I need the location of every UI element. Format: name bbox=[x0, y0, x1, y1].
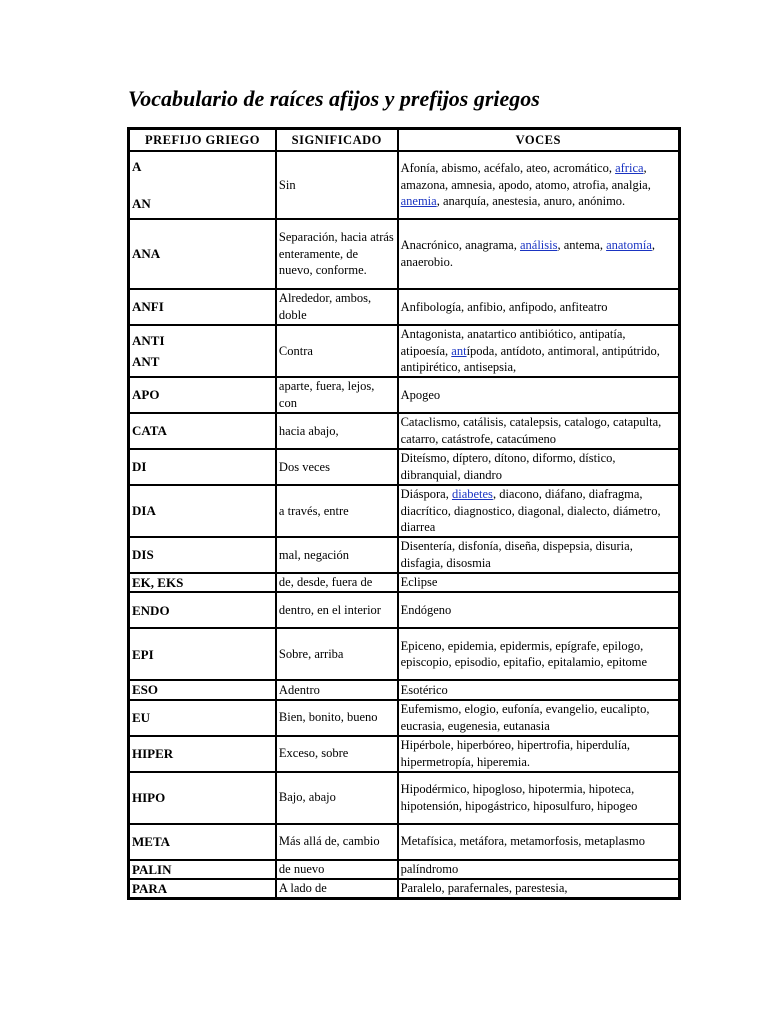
word-link[interactable]: africa bbox=[615, 161, 644, 176]
prefix-cell bbox=[129, 860, 276, 879]
prefix-label: ANFI bbox=[132, 299, 164, 315]
prefix-cell bbox=[129, 289, 276, 325]
prefix-label: ANT bbox=[132, 353, 160, 369]
voces-text: Diteísmo, díptero, dítono, diformo, dístico, dibranquial, diandro bbox=[400, 451, 616, 482]
meaning-cell: A lado de bbox=[276, 879, 398, 898]
voces-text: Anacrónico, anagrama, bbox=[400, 238, 520, 253]
meaning-cell: Exceso, sobre bbox=[276, 736, 398, 772]
table-row bbox=[129, 772, 679, 824]
voces-text: Hipérbole, hiperbóreo, hipertrofia, hiperdulía, hipermetropía, hiperemia. bbox=[400, 737, 631, 769]
voces-cell bbox=[398, 377, 679, 413]
prefix-cell bbox=[129, 377, 276, 413]
voces-text: Endógeno bbox=[400, 602, 452, 617]
voces-text: Hipodérmico, hipogloso, hipotermia, hipoteca, hipotensión, hipogástrico, hiposulfuro, hipogeo bbox=[400, 781, 638, 813]
voces-text: Antagonista, anatartico antibiótico, antipatía, atipoesía, bbox=[400, 327, 626, 358]
word-link[interactable]: análisis bbox=[519, 238, 558, 253]
meaning-cell: Bajo, abajo bbox=[276, 772, 398, 824]
voces-text: Esotérico bbox=[400, 682, 448, 697]
prefix-cell bbox=[129, 537, 276, 573]
voces-text: Diáspora, bbox=[400, 487, 452, 502]
voces-text: , diacono, diáfano, diafragma, diacrítico, diagnostico, diagonal, dialecto, diámetro, diarrea bbox=[400, 487, 661, 535]
word-link[interactable]: diabetes bbox=[451, 487, 493, 502]
prefix-cell bbox=[129, 772, 276, 824]
voces-cell bbox=[398, 219, 679, 289]
voces-cell bbox=[398, 628, 679, 680]
voces-text: Anfibología, anfibio, anfipodo, anfiteatro bbox=[400, 299, 608, 314]
table-row bbox=[129, 219, 679, 289]
voces-text: Afonía, abismo, acéfalo, ateo, acromático, bbox=[400, 161, 616, 176]
table-row bbox=[129, 879, 679, 898]
voces-cell bbox=[398, 151, 679, 219]
meaning-cell: hacia abajo, bbox=[276, 413, 398, 449]
meaning-cell: Sin bbox=[276, 151, 398, 219]
meaning-cell: Bien, bonito, bueno bbox=[276, 700, 398, 736]
table-row bbox=[129, 573, 679, 592]
prefix-cell bbox=[129, 879, 276, 898]
page-title: Vocabulario de raíces afijos y prefijos griegos bbox=[128, 86, 540, 111]
voces-cell bbox=[398, 680, 679, 699]
prefix-cell bbox=[129, 628, 276, 680]
prefix-table bbox=[127, 127, 681, 900]
prefix-label: ESO bbox=[132, 682, 159, 698]
prefix-cell bbox=[129, 325, 276, 377]
voces-text: Eclipse bbox=[400, 575, 438, 590]
voces-text: , amazona, amnesia, apodo, atomo, atrofia, analgia, bbox=[400, 161, 651, 192]
voces-cell bbox=[398, 879, 679, 898]
word-link[interactable]: anatomía bbox=[606, 238, 652, 253]
meaning-cell: Sobre, arriba bbox=[276, 628, 398, 680]
prefix-label: ANTI bbox=[132, 333, 165, 348]
voces-cell bbox=[398, 325, 679, 377]
prefix-cell bbox=[129, 824, 276, 860]
table-row bbox=[129, 151, 679, 219]
voces-cell bbox=[398, 736, 679, 772]
voces-text: palíndromo bbox=[400, 861, 459, 876]
table-row bbox=[129, 449, 679, 485]
voces-text: ípoda, antídoto, antimoral, antipútrido, antipirético, antisepsia, bbox=[400, 343, 660, 375]
table-row bbox=[129, 537, 679, 573]
voces-text: Cataclismo, catálisis, catalepsis, catalogo, catapulta, catarro, catástrofe, catacúmeno bbox=[400, 415, 662, 446]
prefix-cell bbox=[129, 592, 276, 628]
prefix-cell bbox=[129, 449, 276, 485]
voces-cell bbox=[398, 449, 679, 485]
meaning-cell: Más allá de, cambio bbox=[276, 824, 398, 860]
table-row bbox=[129, 413, 679, 449]
meaning-cell: Alrededor, ambos, doble bbox=[276, 289, 398, 325]
voces-text: Disentería, disfonía, diseña, dispepsia, disuria, disfagia, disosmia bbox=[400, 539, 633, 570]
table-row bbox=[129, 325, 679, 377]
prefix-label: EU bbox=[132, 709, 151, 725]
meaning-cell: Adentro bbox=[276, 680, 398, 699]
prefix-label: APO bbox=[132, 387, 160, 403]
voces-text: Eufemismo, elogio, eufonía, evangelio, eucalipto, eucrasia, eugenesia, eutanasia bbox=[400, 701, 650, 733]
voces-cell bbox=[398, 289, 679, 325]
voces-cell bbox=[398, 485, 679, 537]
voces-text: , antema, bbox=[557, 238, 607, 253]
prefix-label: DI bbox=[132, 459, 147, 475]
voces-cell bbox=[398, 413, 679, 449]
header-voces: VOCES bbox=[398, 129, 679, 151]
prefix-cell bbox=[129, 680, 276, 699]
voces-cell bbox=[398, 824, 679, 860]
prefix-label: EK, EKS bbox=[132, 575, 184, 590]
meaning-cell: de, desde, fuera de bbox=[276, 573, 398, 592]
header-significado: SIGNIFICADO bbox=[276, 129, 398, 151]
prefix-cell bbox=[129, 573, 276, 592]
prefix-label: CATA bbox=[132, 423, 167, 439]
voces-cell bbox=[398, 772, 679, 824]
prefix-label: META bbox=[132, 833, 171, 849]
prefix-label: HIPO bbox=[132, 789, 166, 805]
table-row bbox=[129, 289, 679, 325]
prefix-label: PALIN bbox=[132, 861, 172, 877]
table-row bbox=[129, 860, 679, 879]
voces-cell bbox=[398, 573, 679, 592]
voces-cell bbox=[398, 537, 679, 573]
prefix-cell bbox=[129, 700, 276, 736]
meaning-cell: aparte, fuera, lejos, con bbox=[276, 377, 398, 413]
table-row bbox=[129, 628, 679, 680]
prefix-label: DIA bbox=[132, 503, 156, 519]
prefix-label: HIPER bbox=[132, 745, 174, 761]
table-header-row bbox=[129, 129, 679, 151]
table-row bbox=[129, 824, 679, 860]
header-prefijo: PREFIJO GRIEGO bbox=[129, 129, 276, 151]
voces-cell bbox=[398, 860, 679, 879]
voces-text: Epiceno, epidemia, epidermis, epígrafe, epilogo, episcopio, episodio, epitafio, epitalamio, epitome bbox=[400, 638, 648, 670]
prefix-cell bbox=[129, 151, 276, 219]
table-row bbox=[129, 680, 679, 699]
prefix-cell bbox=[129, 736, 276, 772]
prefix-label: AN bbox=[132, 195, 151, 211]
prefix-cell bbox=[129, 219, 276, 289]
meaning-cell: mal, negación bbox=[276, 537, 398, 573]
meaning-cell: Dos veces bbox=[276, 449, 398, 485]
prefix-label: PARA bbox=[132, 880, 168, 896]
voces-text: Paralelo, parafernales, parestesia, bbox=[400, 881, 568, 896]
prefix-cell bbox=[129, 413, 276, 449]
prefix-cell bbox=[129, 485, 276, 537]
table-row bbox=[129, 736, 679, 772]
voces-text: , anarquía, anestesia, anuro, anónimo. bbox=[436, 194, 626, 209]
voces-text: Apogeo bbox=[400, 387, 441, 402]
meaning-cell: Contra bbox=[276, 325, 398, 377]
table-row bbox=[129, 700, 679, 736]
meaning-cell: de nuevo bbox=[276, 860, 398, 879]
voces-text: , anaerobio. bbox=[400, 238, 656, 269]
prefix-label: DIS bbox=[132, 547, 154, 563]
prefix-label: EPI bbox=[132, 646, 154, 662]
word-link[interactable]: anemia bbox=[400, 194, 437, 209]
prefix-label: ANA bbox=[132, 246, 161, 262]
voces-cell bbox=[398, 592, 679, 628]
word-link[interactable]: ant bbox=[451, 343, 467, 358]
meaning-cell: dentro, en el interior bbox=[276, 592, 398, 628]
table-row bbox=[129, 485, 679, 537]
table-row bbox=[129, 377, 679, 413]
meaning-cell: Separación, hacia atrás enteramente, de nuevo, conforme. bbox=[276, 219, 398, 289]
prefix-label: A bbox=[132, 159, 142, 174]
prefix-label: ENDO bbox=[132, 602, 170, 618]
voces-cell bbox=[398, 700, 679, 736]
voces-text: Metafísica, metáfora, metamorfosis, metaplasmo bbox=[400, 834, 645, 849]
table-row bbox=[129, 592, 679, 628]
meaning-cell: a través, entre bbox=[276, 485, 398, 537]
